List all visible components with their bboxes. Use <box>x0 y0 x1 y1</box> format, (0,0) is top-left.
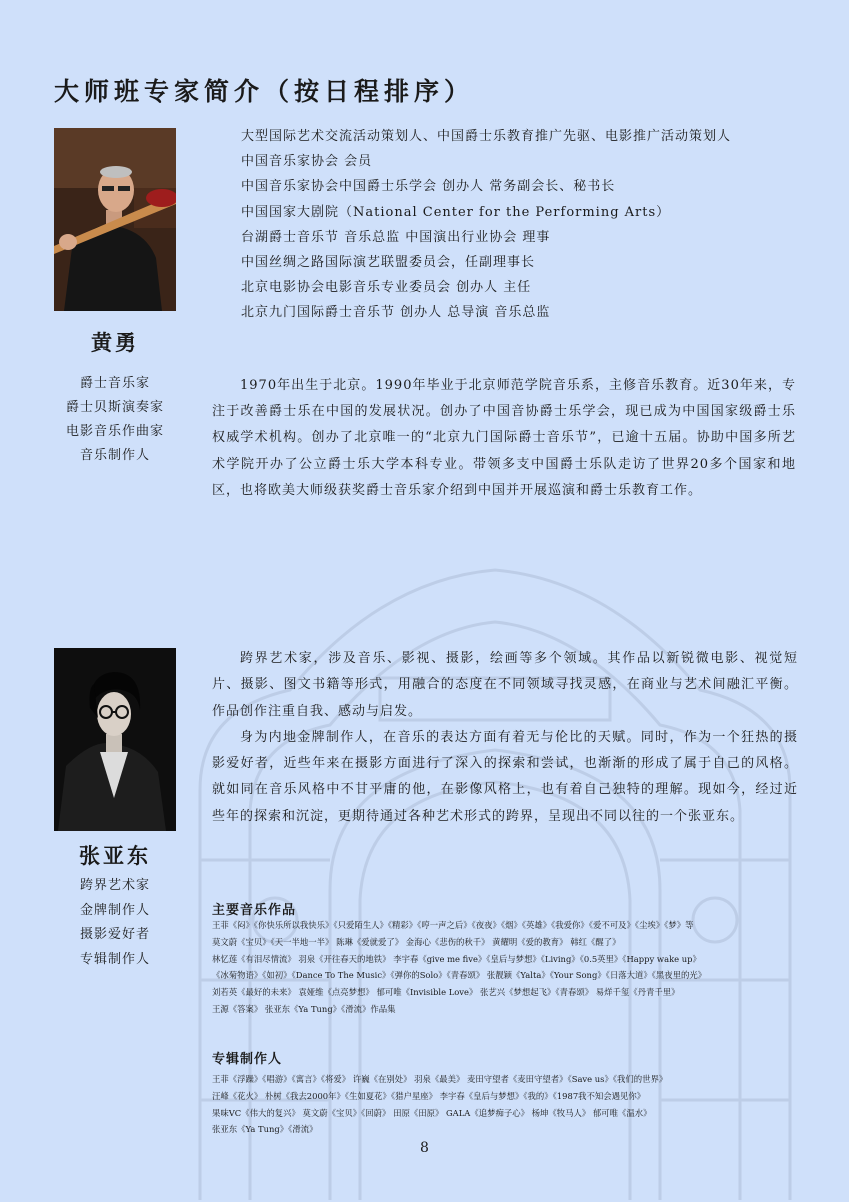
works-line: 王源《答案》 张亚东《Ya Tung》《滑流》作品集 <box>212 1003 396 1014</box>
credentials-list <box>241 124 811 326</box>
works-line: 刘若英《最好的未来》 袁娅维《点亮梦想》 郁可唯《Invisible Love》 张艺兴《梦想起飞》《青春颂》 易烊千玺《丹青千里》 <box>212 987 680 998</box>
role-item: 爵士贝斯演奏家 <box>65 400 164 415</box>
albums-line: 王菲《浮躁》《唱游》《寓言》《将爱》 许巍《在别处》 羽泉《最美》 麦田守望者《麦田守望者》《Save us》《我们的世界》 <box>212 1074 668 1084</box>
page-title: 大师班专家简介（按日程排序） <box>54 77 475 106</box>
page-number: 8 <box>420 1140 429 1156</box>
role-item: 专辑制作人 <box>79 951 150 967</box>
credential-item: 北京九门国际爵士音乐节 创办人 总导演 音乐总监 <box>241 305 551 321</box>
credential-item: 台湖爵士音乐节 音乐总监 中国演出行业协会 理事 <box>241 229 551 245</box>
role-item: 音乐制作人 <box>79 448 150 463</box>
bio-zhang-yadong <box>212 646 798 830</box>
expert-roles-huang-yong <box>54 372 176 468</box>
credential-item: 北京电影协会电影音乐专业委员会 创办人 主任 <box>241 280 532 296</box>
works-line: 王菲《闷》《你快乐所以我快乐》《只爱陌生人》《精彩》《哼一声之后》《夜夜》《烟》《英雄》《我爱你》《爱不可及》《尘埃》《梦》等 <box>212 920 694 930</box>
bio-huang-yong: 1970年出生于北京。1990年毕业于北京师范学院音乐系，主修音乐教育。近30年来，专注于改善爵士乐在中国的发展状况。创办了中国音协爵士乐学会，现已成为中国国家级爵士乐权威学术机构。创办了北京唯一的“北京九门国际爵士音乐节”，已逾十五届。协助中国多所艺术学院开办了公立爵士乐大学本科专业。带领多支中国爵士乐队走访了世界20多个国家和地区，也将欧美大师级获奖爵士音乐家介绍到中国并开展巡演和爵士乐教育工作。 <box>212 378 796 498</box>
bio-paragraph: 身为内地金牌制作人，在音乐的表达方面有着无与伦比的天赋。同时，作为一个狂热的摄影爱好者，近些年来在摄影方面进行了深入的探索和尝试，也渐渐的形成了属于自己的风格。就如同在音乐风格中不甘平庸的他，在影像风格上，也有着自己独特的理解。现如今，经过近些年的探索和沉淀，更期待通过各种艺术形式的跨界，呈现出不同以往的一个张亚东。 <box>212 729 798 824</box>
role-item: 电影音乐作曲家 <box>65 424 164 439</box>
works-line: 《冰菊物语》《如初》《Dance To The Music》《弹你的Solo》《青春颂》 张靓颖《Yalta》《Your Song》《日落大道》《黑夜里的光》 <box>212 970 707 981</box>
role-item: 摄影爱好者 <box>79 927 150 942</box>
expert-photo-zhang-yadong <box>54 648 176 831</box>
albums-list <box>212 1071 802 1138</box>
credential-item: 中国国家大剧院（National Center for the Performing Arts） <box>241 204 671 220</box>
works-list <box>212 917 802 1018</box>
works-heading: 主要音乐作品 <box>212 903 297 918</box>
albums-line: 汪峰《花火》 朴树《我去2000年》《生如夏花》《猎户星座》 李宇春《皇后与梦想》《我的》《1987我不知会遇见你》 <box>212 1090 646 1101</box>
albums-line: 果味VC《伟大的复兴》 莫文蔚《宝贝》《回蔚》 田原《田原》 GALA《追梦痴子心》 杨坤《牧马人》 郁可唯《温水》 <box>212 1107 652 1118</box>
albums-line: 张亚东《Ya Tung》《滑流》 <box>212 1124 318 1135</box>
expert-roles-zhang-yadong <box>54 874 176 972</box>
role-item: 爵士音乐家 <box>79 376 150 391</box>
credential-item: 中国音乐家协会 会员 <box>241 154 373 170</box>
role-item: 跨界艺术家 <box>79 878 150 893</box>
works-line: 莫文蔚《宝贝》《天一半地一半》 陈琳《爱就爱了》 金海心《悲伤的秋千》 黄耀明《爱的教育》 韩红《醒了》 <box>212 936 621 947</box>
works-line: 林忆莲《有泪尽情流》 羽泉《开往春天的地铁》 李宇春《give me five》《皇后与梦想》《Living》《0.5英里》《Happy wake up》 <box>212 953 701 964</box>
albums-heading: 专辑制作人 <box>212 1052 283 1067</box>
bio-paragraph: 跨界艺术家，涉及音乐、影视、摄影，绘画等多个领域。其作品以新锐微电影、视觉短片、摄影、图文书籍等形式，用融合的态度在不同领域寻找灵感，在商业与艺术间融汇平衡。作品创作注重自我、感动与启发。 <box>212 651 798 719</box>
credential-item: 大型国际艺术交流活动策划人、中国爵士乐教育推广先驱、电影推广活动策划人 <box>241 129 732 144</box>
expert-photo-huang-yong <box>54 128 176 311</box>
role-item: 金牌制作人 <box>79 902 150 918</box>
expert-name-zhang-yadong: 张亚东 <box>79 843 151 868</box>
credential-item: 中国丝绸之路国际演艺联盟委员会，任副理事长 <box>241 254 536 270</box>
credential-item: 中国音乐家协会中国爵士乐学会 创办人 常务副会长、秘书长 <box>241 179 616 195</box>
expert-name-huang-yong: 黄勇 <box>91 330 139 355</box>
